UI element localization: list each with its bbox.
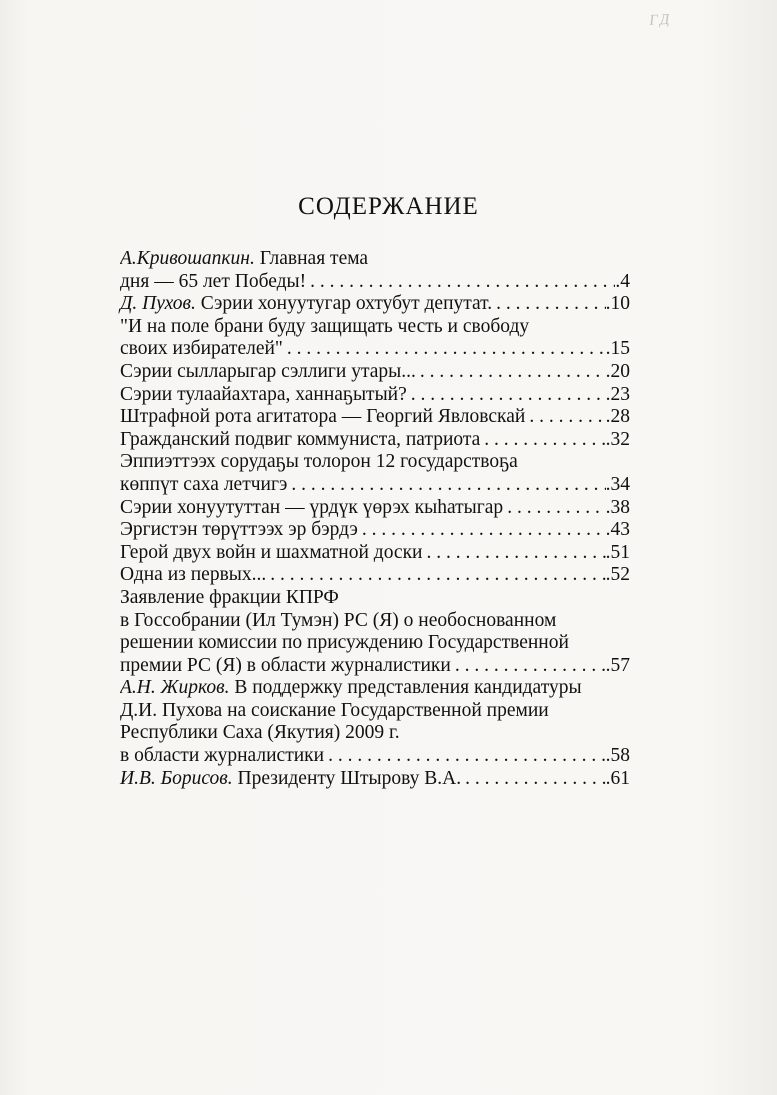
toc-entry-row [120, 338, 630, 361]
toc-leader-dots [324, 745, 606, 768]
toc-page-number: .15 [605, 338, 630, 360]
toc-author: Д. Пухов. [120, 293, 196, 315]
toc-page-number: .20 [605, 360, 630, 382]
toc-entry-row [120, 361, 630, 384]
toc-title-text: дня — 65 лет Победы! [120, 270, 307, 292]
toc-entry [120, 564, 630, 587]
toc-entry-line [120, 451, 630, 474]
page-title: СОДЕРЖАНИЕ [298, 193, 479, 220]
toc-entry-row [120, 497, 630, 520]
toc-page-number: .52 [605, 564, 630, 586]
toc-page-number: .34 [605, 473, 630, 495]
toc-page-number: .51 [605, 541, 630, 563]
toc-entry-row [120, 745, 630, 768]
toc-title-text: "И на поле брани буду защищать честь и свободу [120, 315, 530, 337]
toc-title-text: Эргистэн төрүттээх эр бэрдэ [120, 519, 358, 541]
toc-title-text: Сэрии хонуутугар охтубут депутат. [200, 293, 493, 315]
toc-entry-row [120, 293, 630, 316]
toc-entry [120, 451, 630, 496]
toc-page-number: .4 [615, 270, 630, 292]
toc-title-text: Республики Саха (Якутия) 2009 г. [120, 722, 400, 744]
toc-leader-dots [358, 519, 606, 542]
toc-entry-line [120, 677, 630, 700]
toc-leader-dots [407, 384, 606, 407]
toc-entry-row [120, 564, 630, 587]
toc-title-text: Эппиэттээх сорудаҕы толорон 12 государствоҕа [120, 451, 518, 473]
toc-page-number: .38 [605, 496, 630, 518]
toc-entry-line [120, 587, 630, 610]
toc-entry [120, 361, 630, 384]
toc-page-number: .57 [605, 654, 630, 676]
toc-entry-line [120, 700, 630, 723]
toc-entry [120, 316, 630, 361]
toc-entry [120, 384, 630, 407]
toc-leader-dots [461, 768, 606, 791]
toc-entry-row [120, 542, 630, 565]
toc-title-text: Сэрии сылларыгар сэллиги утары... [120, 360, 416, 382]
toc-author: А.Н. Жирков. [120, 677, 230, 699]
toc-page-number: .28 [605, 406, 630, 428]
toc-leader-dots [266, 564, 605, 587]
toc-leader-dots [451, 655, 606, 678]
toc-page-number: .58 [605, 745, 630, 767]
toc-title-text: своих избирателей" [120, 338, 283, 360]
toc-entry-row [120, 406, 630, 429]
toc-entry [120, 542, 630, 565]
toc-entry [120, 519, 630, 542]
toc-title-text: Гражданский подвиг коммуниста, патриота [120, 428, 481, 450]
toc-leader-dots [525, 406, 605, 429]
toc-entry [120, 497, 630, 520]
toc-leader-dots [283, 338, 606, 361]
toc-entry-row [120, 384, 630, 407]
toc-entry [120, 429, 630, 452]
toc-entry-row [120, 474, 630, 497]
toc-page-number: .23 [605, 383, 630, 405]
toc-page-number: .43 [605, 519, 630, 541]
toc-title-text: Д.И. Пухова на соискание Государственной премии [120, 699, 549, 721]
toc-title-text: Сэрии хонуутуттан — үрдүк үөрэх кыһатыгар [120, 496, 504, 518]
toc-title-text: в Госсобрании (Ил Тумэн) РС (Я) о необоснованном [120, 609, 557, 631]
toc-leader-dots [287, 474, 605, 497]
toc-leader-dots [503, 497, 605, 520]
toc-author: И.В. Борисов. [120, 767, 233, 789]
toc-leader-dots [306, 271, 615, 294]
toc-page-number: .10 [605, 293, 630, 315]
toc-leader-dots [480, 429, 605, 452]
toc-entry [120, 406, 630, 429]
toc-entry-row [120, 271, 630, 294]
toc-entry-row [120, 429, 630, 452]
toc-title-text: решении комиссии по присуждению Государственной [120, 632, 569, 654]
toc-entry [120, 248, 630, 293]
toc-author: А.Кривошапкин. [120, 248, 255, 269]
toc-leader-dots [492, 293, 606, 316]
toc-title-text: Президенту Штырову В.А. [237, 767, 462, 789]
toc-entry-row [120, 655, 630, 678]
toc-page-number: .61 [605, 767, 630, 789]
toc-page-number: .32 [605, 428, 630, 450]
library-stamp: ГД [648, 11, 672, 29]
toc-entry [120, 677, 630, 767]
toc-entry-row [120, 519, 630, 542]
toc-title-text: Штрафной рота агитатора — Георгий Явловскай [120, 406, 526, 428]
toc-title-text: Герой двух войн и шахматной доски [120, 541, 423, 563]
toc-leader-dots [423, 542, 606, 565]
toc-title-text: в области журналистики [120, 745, 325, 767]
toc-title-text: В поддержку представления кандидатуры [234, 677, 582, 699]
toc-title-text: Главная тема [259, 248, 369, 269]
table-of-contents [120, 248, 630, 790]
toc-entry-row [120, 768, 630, 791]
toc-entry-line [120, 610, 630, 633]
toc-leader-dots [416, 361, 606, 384]
toc-entry-line [120, 632, 630, 655]
toc-entry [120, 587, 630, 677]
toc-title-text: Заявление фракции КПРФ [120, 586, 339, 608]
toc-title-text: премии РС (Я) в области журналистики [120, 654, 451, 676]
toc-title-text: Сэрии тулаайахтара, ханнаҕытый? [120, 383, 407, 405]
toc-entry [120, 293, 630, 316]
toc-entry-line [120, 722, 630, 745]
toc-entry-line [120, 316, 630, 339]
toc-title-text: Одна из первых... [120, 564, 267, 586]
toc-title-text: көппүт саха летчигэ [120, 473, 288, 495]
toc-entry-line [120, 248, 630, 271]
toc-entry [120, 768, 630, 791]
